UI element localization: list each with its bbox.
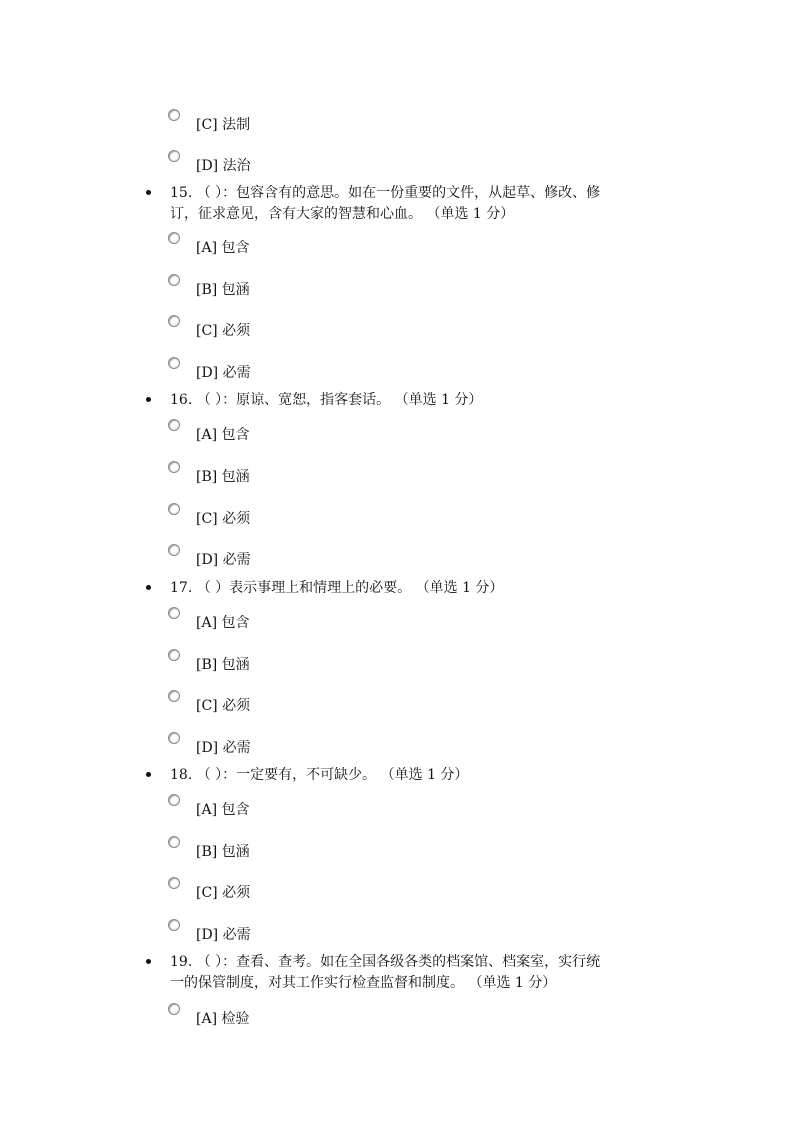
question-text: （ ）表示事理上和情理上的必要。 （单选 1 分）: [196, 580, 504, 596]
radio-button[interactable]: [168, 690, 180, 702]
option-19-a[interactable]: [A] 检验: [168, 1006, 250, 1029]
radio-button[interactable]: [168, 794, 180, 806]
option-15-d[interactable]: [D] 必需: [168, 360, 251, 383]
radio-button[interactable]: [168, 877, 180, 889]
option-18-b[interactable]: [B] 包涵: [168, 839, 250, 862]
radio-button[interactable]: [168, 607, 180, 619]
option-15-b[interactable]: [B] 包涵: [168, 277, 250, 300]
option-14-d[interactable]: [D] 法治: [168, 153, 251, 176]
bullet: [146, 190, 151, 195]
question-text: （ ）：查看、查考。如在全国各级各类的档案馆、档案室，实行统: [196, 954, 601, 970]
bullet: [146, 772, 151, 777]
radio-button[interactable]: [168, 836, 180, 848]
radio-button[interactable]: [168, 544, 180, 556]
question-number: 19.: [170, 954, 193, 970]
radio-button[interactable]: [168, 315, 180, 327]
question-15: [146, 183, 681, 225]
option-16-a[interactable]: [A] 包含: [168, 422, 250, 445]
option-17-a[interactable]: [A] 包含: [168, 610, 250, 633]
option-16-d[interactable]: [D] 必需: [168, 547, 251, 570]
question-16: [146, 390, 681, 411]
option-18-a[interactable]: [A] 包含: [168, 797, 250, 820]
question-text: （ ）：原谅、宽恕，指客套话。 （单选 1 分）: [196, 392, 483, 408]
radio-button[interactable]: [168, 503, 180, 515]
radio-button[interactable]: [168, 150, 180, 162]
option-17-c[interactable]: [C] 必须: [168, 693, 250, 716]
radio-button[interactable]: [168, 109, 180, 121]
radio-button[interactable]: [168, 649, 180, 661]
radio-button[interactable]: [168, 419, 180, 431]
radio-button[interactable]: [168, 232, 180, 244]
question-19: [146, 952, 681, 994]
radio-button[interactable]: [168, 357, 180, 369]
question-text-cont: 一的保管制度，对其工作实行检查监督和制度。 （单选 1 分）: [170, 975, 557, 991]
bullet: [146, 585, 151, 590]
option-17-d[interactable]: [D] 必需: [168, 735, 251, 758]
option-18-c[interactable]: [C] 必须: [168, 880, 250, 903]
radio-button[interactable]: [168, 919, 180, 931]
radio-button[interactable]: [168, 461, 180, 473]
question-text: （ ）：包容含有的意思。如在一份重要的文件，从起草、修改、修: [196, 185, 601, 201]
option-18-d[interactable]: [D] 必需: [168, 922, 251, 945]
radio-button[interactable]: [168, 1003, 180, 1015]
bullet: [146, 397, 151, 402]
radio-button[interactable]: [168, 732, 180, 744]
option-15-c[interactable]: [C] 必须: [168, 318, 250, 341]
question-number: 17.: [170, 580, 193, 596]
question-17: [146, 578, 681, 599]
question-text: （ ）：一定要有，不可缺少。 （单选 1 分）: [196, 767, 469, 783]
option-15-a[interactable]: [A] 包含: [168, 235, 250, 258]
question-18: [146, 765, 681, 786]
option-16-b[interactable]: [B] 包涵: [168, 464, 250, 487]
question-text-cont: 订，征求意见，含有大家的智慧和心血。 （单选 1 分）: [170, 206, 515, 222]
bullet: [146, 959, 151, 964]
option-17-b[interactable]: [B] 包涵: [168, 652, 250, 675]
radio-button[interactable]: [168, 274, 180, 286]
question-number: 16.: [170, 392, 193, 408]
question-number: 15.: [170, 185, 193, 201]
option-16-c[interactable]: [C] 必须: [168, 506, 250, 529]
option-14-c[interactable]: [C] 法制: [168, 112, 250, 135]
question-number: 18.: [170, 767, 193, 783]
